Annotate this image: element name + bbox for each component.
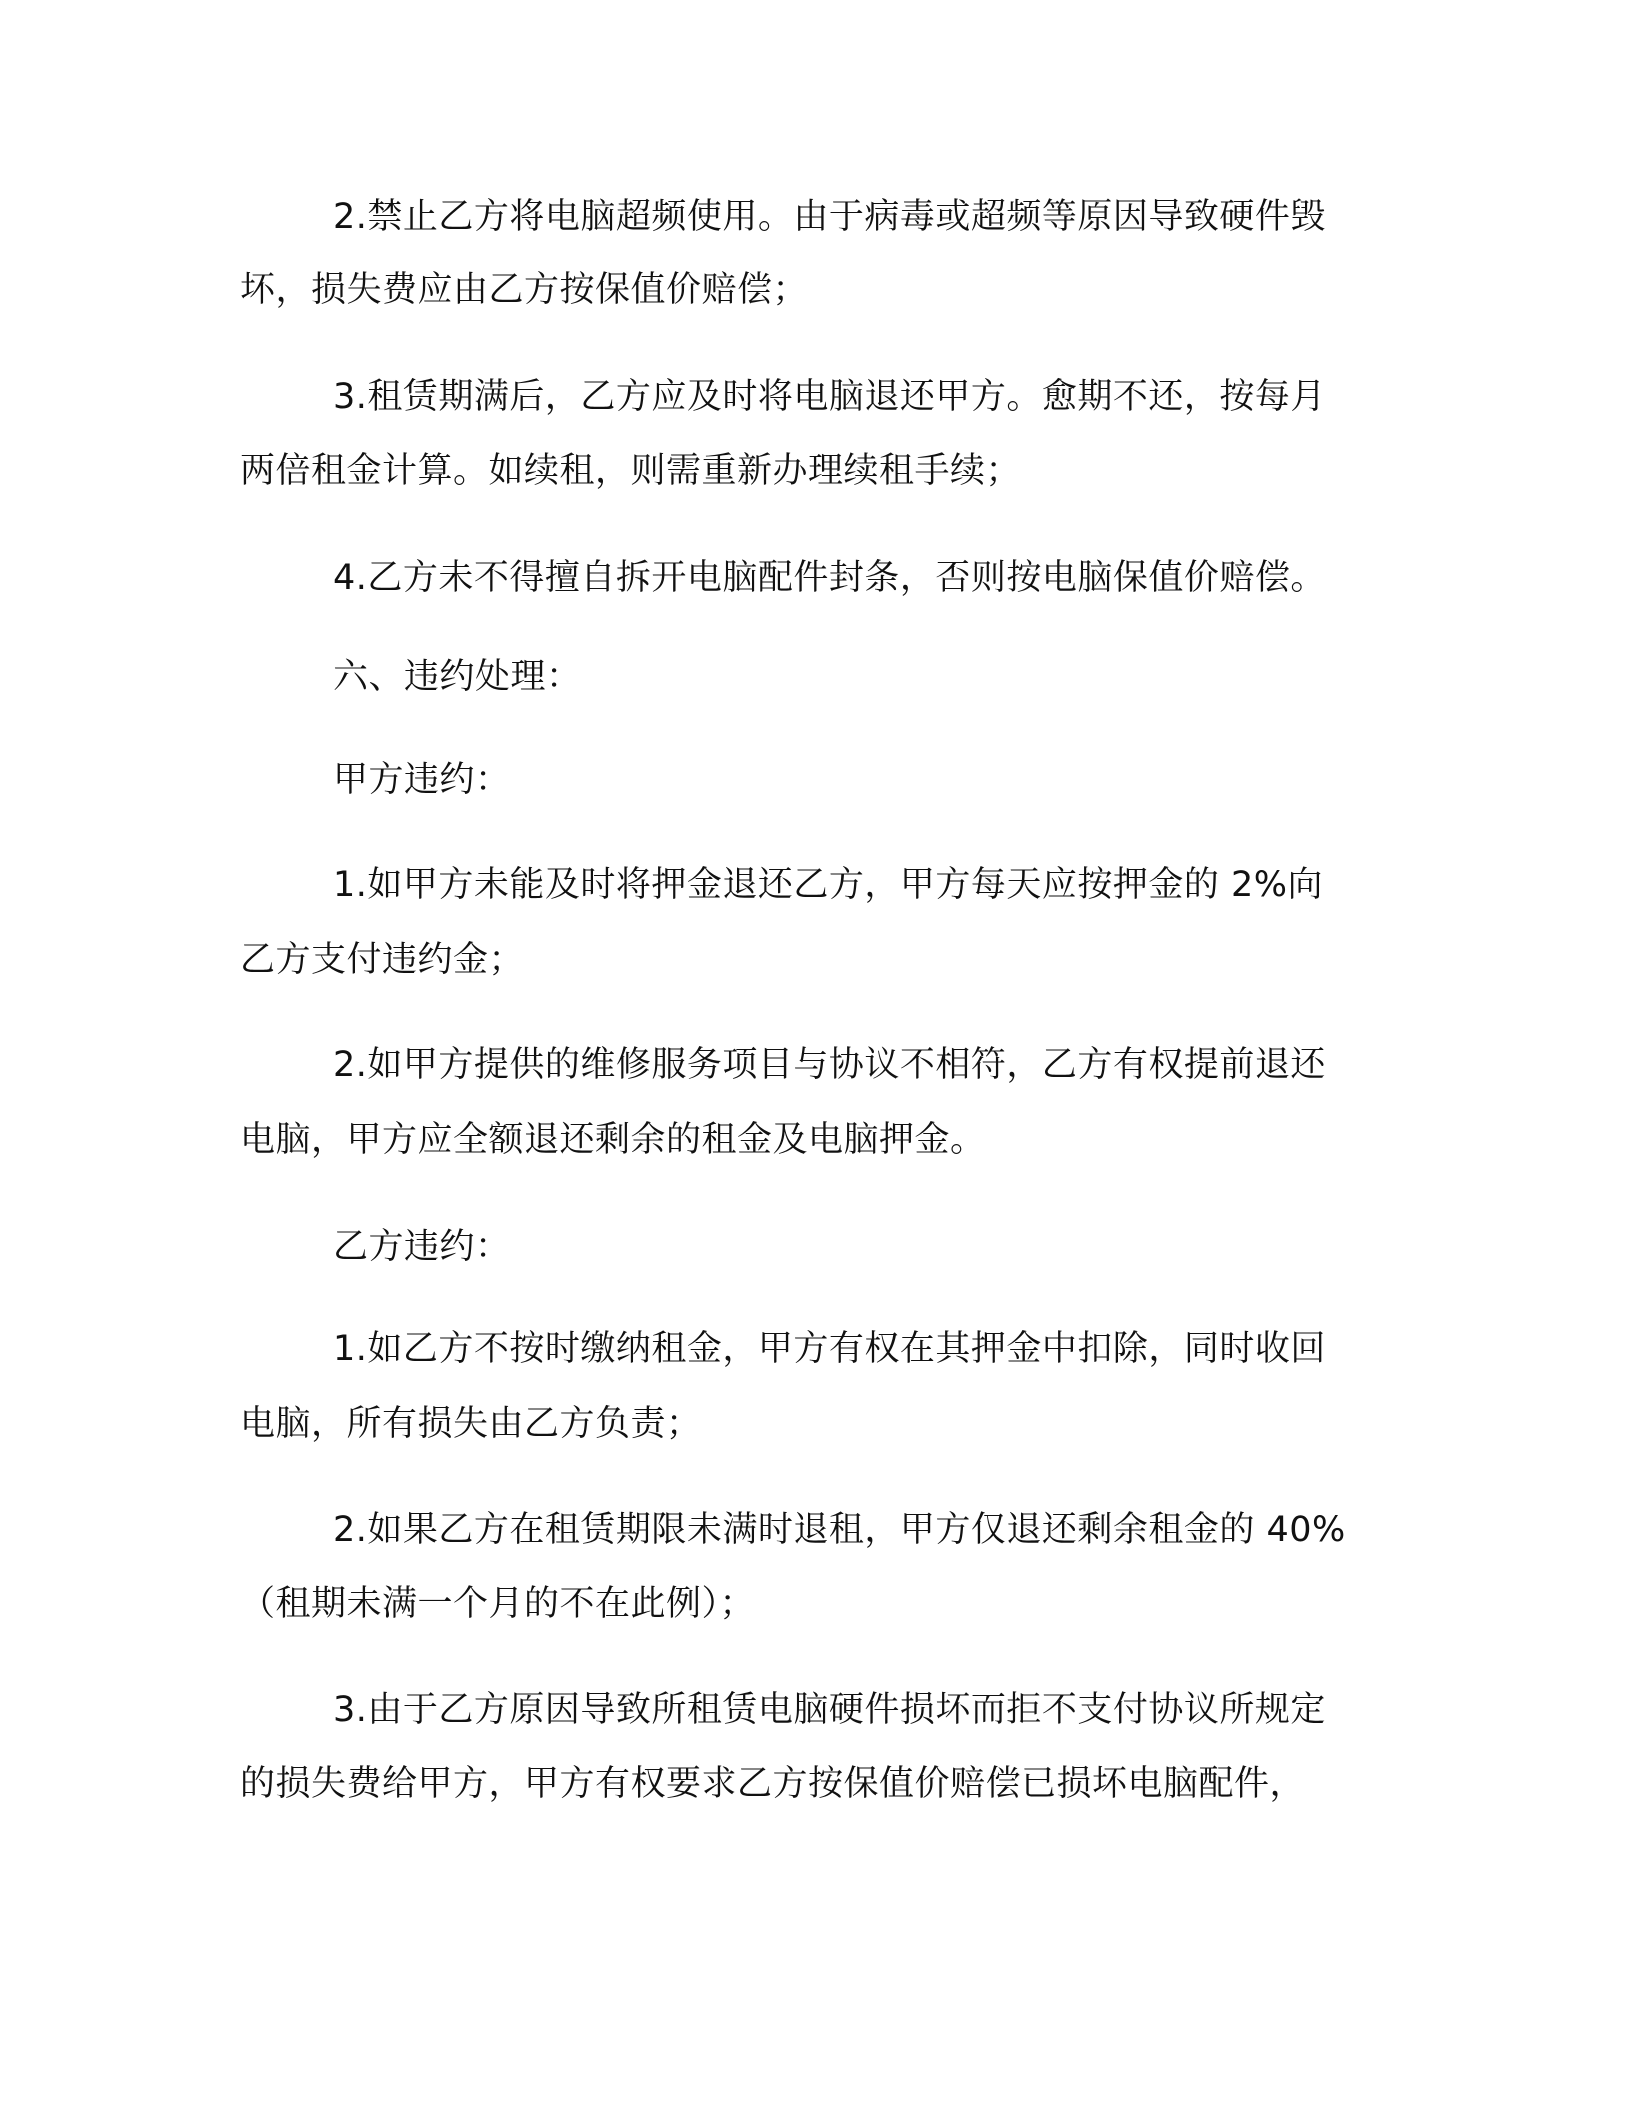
party-b-clause-2-line-2: （租期未满一个月的不在此例）； <box>240 1584 756 1624</box>
party-b-clause-1-line-2: 电脑，所有损失由乙方负责； <box>240 1404 702 1444</box>
clause-3-line-2: 两倍租金计算。如续租，则需重新办理续租手续； <box>240 451 1022 491</box>
clause-2-line-2: 坏，损失费应由乙方按保值价赔偿； <box>240 270 809 310</box>
party-b-clause-2-line-1: 2.如果乙方在租赁期限未满时退租，甲方仅退还剩余租金的 40% <box>333 1510 1346 1550</box>
party-b-clause-3-line-1: 3.由于乙方原因导致所租赁电脑硬件损坏而拒不支付协议所规定 <box>333 1690 1326 1730</box>
party-b-clause-3-line-2: 的损失费给甲方，甲方有权要求乙方按保值价赔偿已损坏电脑配件， <box>240 1764 1306 1804</box>
party-b-breach-heading: 乙方违约： <box>333 1227 511 1267</box>
party-b-clause-1-line-1: 1.如乙方不按时缴纳租金，甲方有权在其押金中扣除，同时收回 <box>333 1329 1326 1369</box>
party-a-breach-heading: 甲方违约： <box>333 760 511 800</box>
clause-2-line-1: 2.禁止乙方将电脑超频使用。由于病毒或超频等原因导致硬件毁 <box>333 197 1326 237</box>
clause-3-line-1: 3.租赁期满后，乙方应及时将电脑退还甲方。愈期不还，按每月 <box>333 377 1326 417</box>
section-heading-breach: 六、违约处理： <box>333 657 582 697</box>
party-a-clause-1-line-2: 乙方支付违约金； <box>240 940 525 980</box>
party-a-clause-2-line-2: 电脑，甲方应全额退还剩余的租金及电脑押金。 <box>240 1120 986 1160</box>
party-a-clause-2-line-1: 2.如甲方提供的维修服务项目与协议不相符，乙方有权提前退还 <box>333 1045 1326 1085</box>
party-a-clause-1-line-1: 1.如甲方未能及时将押金退还乙方，甲方每天应按押金的 2%向 <box>333 865 1324 905</box>
clause-4-line-1: 4.乙方未不得擅自拆开电脑配件封条，否则按电脑保值价赔偿。 <box>333 558 1326 598</box>
